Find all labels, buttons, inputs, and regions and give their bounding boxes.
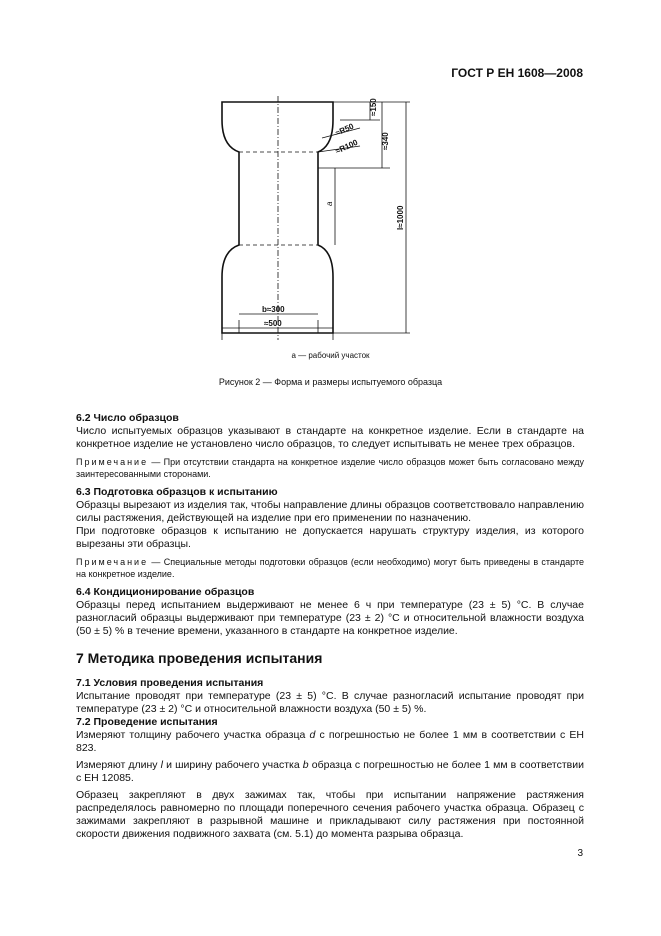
note <box>76 456 584 480</box>
dim-1000: l≈1000 <box>396 205 405 230</box>
paragraph: Образцы вырезают из изделия так, чтобы направление длины образцов соответствовало направлению силы растяжения, действующей на изделие при его применении по назначению. <box>76 499 584 524</box>
var-b: b <box>302 759 309 771</box>
heading-7-2: 7.2 Проведение испытания <box>76 716 218 728</box>
document-body <box>76 412 584 841</box>
heading-7: 7 Методика проведения испытания <box>76 650 323 666</box>
note-label: Примечание <box>76 457 149 467</box>
heading-7-1: 7.1 Условия проведения испытания <box>76 677 264 689</box>
dim-r100: ≈R100 <box>334 137 360 156</box>
paragraph: Образец закрепляют в двух зажимах так, чтобы при испытании напряжение растяжения распределялось равномерно по площади поперечного сечения рабочего участка образца. Образец с зажимами закрепляют в разрывной машине и прикладывают силу растяжения при постоянной скорости движения подвижного захвата (см. 5.1) до момента разрыва образца. <box>76 789 584 840</box>
paragraph: Измеряют толщину рабочего участка образца d с погрешностью не более 1 мм в соответствии с ЕН 823. <box>76 729 584 754</box>
dim-150: ≈150 <box>369 98 378 116</box>
page-number: 3 <box>577 848 583 859</box>
note <box>76 556 584 580</box>
specimen-figure <box>210 90 440 350</box>
figure-legend: a — рабочий участок <box>291 351 370 360</box>
document-code: ГОСТ Р ЕН 1608—2008 <box>451 66 583 80</box>
paragraph: Измеряют длину l и ширину рабочего участка b образца с погрешностью не более 1 мм в соответствии с ЕН 12085. <box>76 759 584 784</box>
var-l: l <box>160 759 164 771</box>
paragraph: Испытание проводят при температуре (23 ± 5) °C. В случае разногласий испытание проводят при температуре (23 ± 2) °C и относительной влажности воздуха (50 ± 5) %. <box>76 690 584 715</box>
heading-6-2: 6.2 Число образцов <box>76 412 179 424</box>
paragraph: Число испытуемых образцов указывают в стандарте на конкретное изделие. Если в стандарте на конкретное изделие не установлено число образцов, то следует испытывать не менее трех образцов. <box>76 425 584 450</box>
var-d: d <box>309 729 316 741</box>
dim-r50: ≈R50 <box>334 121 356 138</box>
figure-caption: Рисунок 2 — Форма и размеры испытуемого образца <box>218 377 443 387</box>
dim-500: ≈500 <box>264 319 282 328</box>
specimen-outline <box>222 102 333 333</box>
label-a: a <box>325 201 334 206</box>
paragraph: При подготовке образцов к испытанию не допускается нарушать структуру изделия, из которого вырезаны эти образцы. <box>76 525 584 550</box>
heading-6-4: 6.4 Кондиционирование образцов <box>76 586 255 598</box>
specimen-drawing <box>210 90 440 350</box>
dim-340: ≈340 <box>381 132 390 150</box>
heading-6-3: 6.3 Подготовка образцов к испытанию <box>76 486 278 498</box>
note-label: Примечание <box>76 557 149 567</box>
dim-b: b≈300 <box>262 305 285 314</box>
note-text: — Специальные методы подготовки образцов (если необходимо) могут быть приведены в стандарте на конкретное изделие. <box>76 557 584 579</box>
note-text: — При отсутствии стандарта на конкретное изделие число образцов может быть согласовано между заинтересованными сторонами. <box>76 457 584 479</box>
paragraph: Образцы перед испытанием выдерживают не менее 6 ч при температуре (23 ± 5) °C. В случае разногласий образцы выдерживают при температуре (23 ± 2) °C и относительной влажности воздуха (50 ± 5) % в течение времени, указанного в стандарте на конкретное изделие. <box>76 599 584 637</box>
